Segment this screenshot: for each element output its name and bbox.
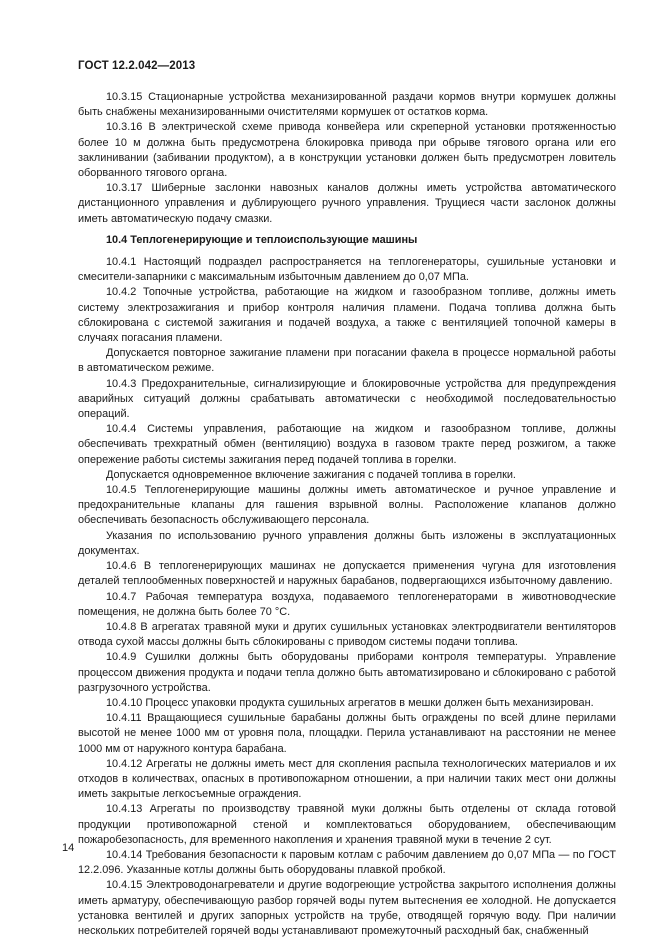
paragraph-10-4-2: 10.4.2 Топочные устройства, работающие на жидком и газообразном топливе, должны иметь систему электрозажигания и прибор контроля наличия пламени. Подача топлива должна быть сблокирована с системой зажигания и подачей воздуха, а также с вентиляцией топочной камеры в случаях погасания пламени. (78, 286, 616, 345)
paragraph-10-3-16: 10.3.16 В электрической схеме привода конвейера или скреперной установки протяженностью более 10 м должна быть предусмотрена блокировка привода при обрыве тягового органа или его заклинивании (забивании продуктом), а в конструкции установки должен быть предусмотрен ловитель оборванного тягового органа. (78, 121, 616, 180)
paragraph-10-4-4-note: Допускается одновременное включение зажигания с подачей топлива в горелки. (106, 468, 516, 481)
paragraph-10-4-5: 10.4.5 Теплогенерирующие машины должны иметь автоматическое и ручное управление и предохранительные клапаны для гашения взрывной волны. Расположение клапанов должно обеспечивать безопасность обслуживающего персонала. (78, 484, 616, 527)
paragraph-10-3-15: 10.3.15 Стационарные устройства механизированной раздачи кормов внутри кормушек должны быть снабжены механизированными очистителями кормушек от остатков корма. (78, 91, 616, 119)
paragraph-10-4-5-note: Указания по использованию ручного управления должны быть изложены в эксплуатационных документах. (78, 529, 616, 557)
paragraph-10-4-13: 10.4.13 Агрегаты по производству травяной муки должны быть отделены от склада готовой продукции противопожарной стеной и комплектоваться оборудованием, обеспечивающим пожаробезопасность, для временного накопления и хранения травяной муки в течение 2 сут. (78, 803, 616, 846)
document-body (78, 90, 616, 939)
paragraph-10-4-9: 10.4.9 Сушилки должны быть оборудованы приборами контроля температуры. Управление процессом движения продукта и подачи тепла должно быть автоматизировано и сблокировано с работой разгрузочного устройства. (78, 651, 616, 694)
paragraph-10-4-12: 10.4.12 Агрегаты не должны иметь мест для скопления распыла технологических материалов и их отходов в количествах, опасных в противопожарном отношении, а при наличии таких мест они должны иметь закрытые легкосъемные ограждения. (78, 757, 616, 801)
paragraph-10-4-1: 10.4.1 Настоящий подраздел распространяется на теплогенераторы, сушильные установки и смесители-запарники с максимальным избыточным давлением до 0,07 МПа. (78, 256, 616, 284)
paragraph-10-4-8: 10.4.8 В агрегатах травяной муки и других сушильных установках электродвигатели вентиляторов отвода сухой массы должны быть сблокированы с приводом системы подачи топлива. (78, 620, 616, 649)
page-number: 14 (62, 842, 75, 854)
paragraph-10-4-10: 10.4.10 Процесс упаковки продукта сушильных агрегатов в мешки должен быть механизирован. (106, 696, 594, 709)
document-code-header: ГОСТ 12.2.042—2013 (78, 60, 196, 72)
paragraph-10-4-14: 10.4.14 Требования безопасности к паровым котлам с рабочим давлением до 0,07 МПа — по ГОСТ 12.2.096. Указанные котлы должны быть оборудованы плавкой пробкой. (78, 848, 616, 877)
paragraph-10-4-7: 10.4.7 Рабочая температура воздуха, подаваемого теплогенераторами в животноводческие помещения, не должна быть более 70 °С. (78, 590, 616, 618)
paragraph-10-3-17: 10.3.17 Шиберные заслонки навозных каналов должны иметь устройства автоматического дистанционного управления и дублирующего ручного управления. Трущиеся части заслонок должны иметь автоматическую подачу смазки. (78, 182, 616, 225)
paragraph-10-4-2-note: Допускается повторное зажигание пламени при погасании факела в процессе нормальной работы в автоматическом режиме. (78, 347, 616, 375)
paragraph-10-4-15: 10.4.15 Электроводонагреватели и другие водогреющие устройства закрытого исполнения должны иметь арматуру, обеспечивающую разбор горячей воды путем вытеснения ее холодной. Не допускается установка вентилей и других запорных устройств на трубе, отводящей горячую воду. При наличии нескольких потребителей горячей воды устанавливают промежуточный расходный бак, снабженный (78, 879, 616, 937)
paragraph-10-4-4: 10.4.4 Системы управления, работающие на жидком и газообразном топливе, должны обеспечивать трехкратный обмен (вентиляцию) воздуха в газовом тракте перед розжигом, а также опережение работы системы зажигания перед подачей топлива в горелки. (78, 423, 616, 466)
paragraph-10-4-6: 10.4.6 В теплогенерирующих машинах не допускается применения чугуна для изготовления деталей теплообменных поверхностей и наружных барабанов, подвергающихся избыточному давлению. (78, 560, 616, 588)
paragraph-10-4-3: 10.4.3 Предохранительные, сигнализирующие и блокировочные устройства для предупреждения аварийных ситуаций должны срабатывать автоматически с необходимой последовательностью операций. (78, 377, 616, 421)
paragraph-10-4-11: 10.4.11 Вращающиеся сушильные барабаны должны быть ограждены по всей длине перилами высотой не менее 1000 мм от уровня пола, площадки. Перила устанавливают на расстоянии не менее 1000 мм от наружного контура барабана. (78, 712, 616, 755)
section-title-10-4: 10.4 Теплогенерирующие и теплоиспользующие машины (106, 233, 418, 246)
